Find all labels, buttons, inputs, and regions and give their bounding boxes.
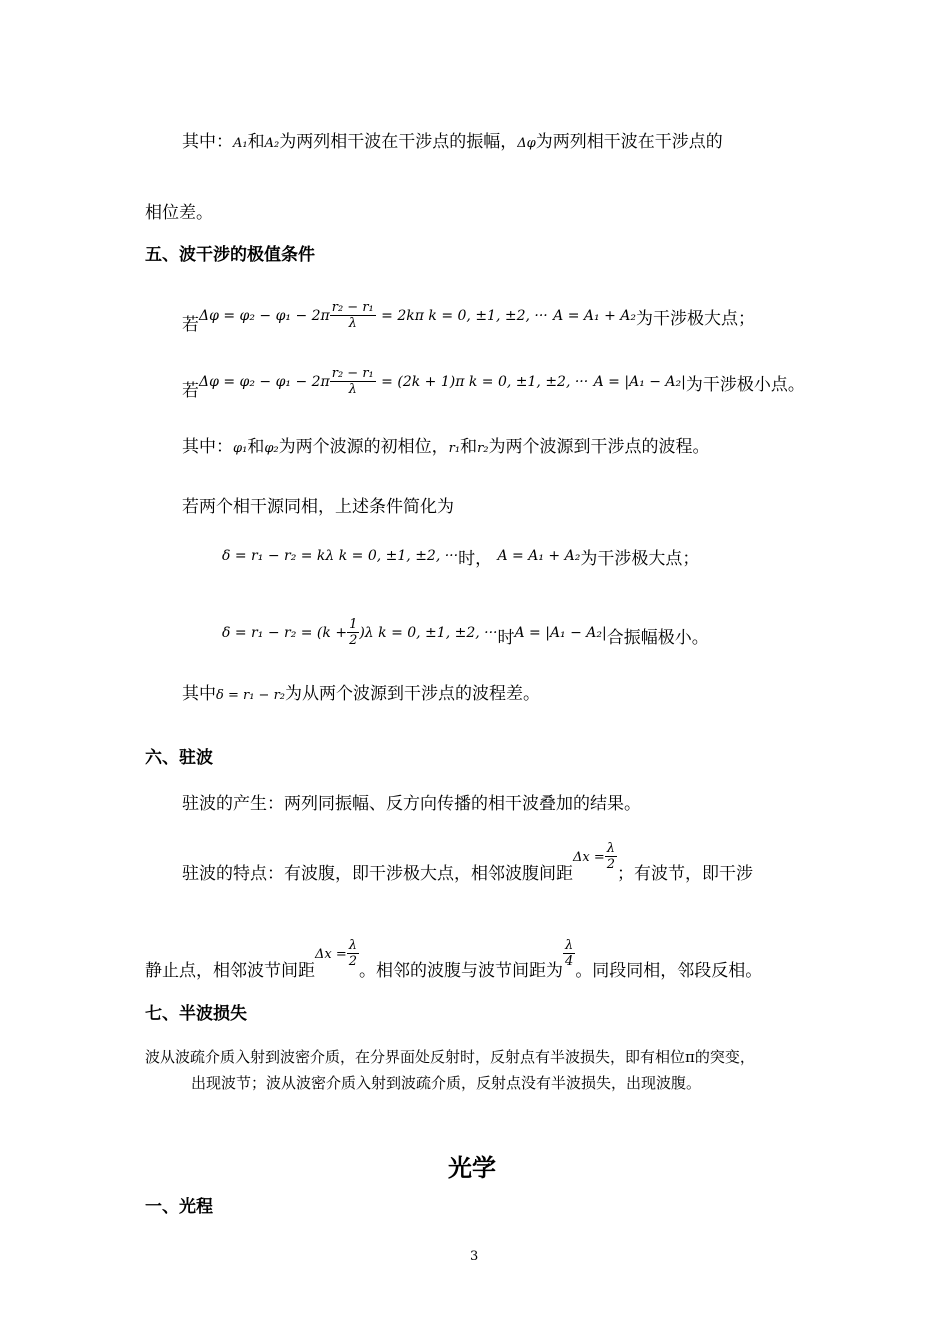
max-condition-line [182,300,755,335]
text: 和 [247,437,265,457]
formula-r1: r₁ [448,441,461,456]
path-difference-line [182,682,540,708]
fraction-denominator: 2 [348,954,358,969]
formula-phase-eq: Δφ = φ₂ − φ₁ − 2π [199,374,330,390]
formula-amplitude-diff: A = |A₁ − A₂| [514,625,607,641]
fraction-denominator: λ [348,316,357,331]
half-wave-loss-line-1: 波从波疏介质入射到波密介质，在分界面处反射时，反射点有半波损失，即有相位π的突变， [145,1048,755,1066]
text: 合振幅极小。 [606,628,709,648]
formula-rhs: = 2kπ k = 0, ±1, ±2, ··· [381,308,548,324]
formula-amplitude-diff: A = |A₁ − A₂| [593,374,686,390]
formula-phi1: φ₁ [233,441,248,456]
text: 为干涉极大点； [635,309,755,329]
formula-delta-phi: Δφ [517,136,536,151]
text: 时 [497,628,515,648]
fraction-denominator: 2 [349,633,358,648]
formula-amplitude-sum: A = A₁ + A₂ [553,308,636,324]
formula-phase-eq: Δφ = φ₂ − φ₁ − 2π [199,308,330,324]
formula-delta-x: Δx = [315,947,347,962]
text: 为两个波源到干涉点的波程。 [488,437,710,457]
half-wave-loss-line-2: 出现波节；波从波密介质入射到波疏介质，反射点没有半波损失，出现波腹。 [191,1074,702,1092]
text: 。相邻的波腹与波节间距为 [359,961,564,981]
amplitude-definition-line [182,130,723,156]
node-spacing-line [145,938,763,981]
text: 为两列相干波在干涉点的振幅， [279,132,518,152]
formula-phi2: φ₂ [264,441,279,456]
formula-half-lambda [605,841,617,872]
text: 若 [182,381,199,401]
text: 若两个相干源同相，上述条件简化为 [182,497,454,517]
formula-delta-x: Δx = [573,850,605,865]
text: 为从两个波源到干涉点的波程差。 [285,684,540,704]
standing-wave-origin-line [182,792,641,816]
text: 为干涉极大点； [580,549,700,569]
fraction-numerator: λ [605,841,617,857]
text: 相位差。 [145,203,213,223]
min-condition-line [182,366,805,401]
section-heading-optical-path: 一、光程 [145,1197,213,1217]
text: 为两列相干波在干涉点的 [535,132,723,152]
text: 其中： [182,132,233,152]
standing-wave-feature-line [182,841,754,884]
text: 。同段同相，邻段反相。 [575,961,763,981]
text: 若 [182,315,199,335]
text: 为干涉极小点。 [685,375,805,395]
formula-quarter-lambda [563,938,575,969]
fraction-denominator: λ [348,382,357,397]
formula-fraction [330,366,376,397]
text: 驻波的产生：两列同振幅、反方向传播的相干波叠加的结果。 [182,794,641,814]
fraction-denominator: 4 [565,954,574,969]
text: 静止点，相邻波节间距 [145,961,315,981]
text: 驻波的特点：有波腹，即干涉极大点，相邻波腹间距 [182,864,573,884]
path-min-line [222,617,709,648]
text: 和 [460,437,478,457]
formula-rhs: = (2k + 1)π k = 0, ±1, ±2, ··· [381,374,589,390]
path-max-line [222,543,699,568]
formula-r2: r₂ [477,441,489,456]
formula-half [347,617,359,648]
chapter-title: 光学 [448,1154,496,1182]
section-heading-5: 五、波干涉的极值条件 [145,245,315,265]
fraction-numerator: r₂ − r₁ [331,300,374,315]
fraction-numerator: λ [347,938,359,954]
fraction-numerator: λ [563,938,575,954]
formula-a1: A₁ [233,136,248,151]
text: 时， [458,549,493,569]
section-heading-6: 六、驻波 [145,748,213,768]
formula-path-diff-rest: )λ k = 0, ±1, ±2, ··· [359,625,498,641]
phase-difference-line [145,201,213,225]
formula-amplitude-sum: A = A₁ + A₂ [497,548,581,564]
formula-fraction [330,300,376,331]
page-number: 3 [470,1249,479,1264]
fraction-numerator: 1 [349,617,358,632]
formula-path-diff: δ = r₁ − r₂ = (k + [222,625,348,641]
text: 其中 [182,684,216,704]
text: 和 [247,132,265,152]
fraction-numerator: r₂ − r₁ [331,366,374,381]
same-phase-line [182,495,454,519]
section-heading-7: 七、半波损失 [145,1004,247,1024]
formula-delta: δ = r₁ − r₂ [216,688,285,703]
text: 其中： [182,437,233,457]
initial-phase-line [182,435,710,461]
formula-path-diff: δ = r₁ − r₂ = kλ k = 0, ±1, ±2, ··· [222,548,459,564]
formula-half-lambda [347,938,359,969]
text: 为两个波源的初相位， [278,437,449,457]
fraction-denominator: 2 [606,857,616,872]
formula-a2: A₂ [264,136,280,151]
text: ；有波节，即干涉 [617,864,754,884]
